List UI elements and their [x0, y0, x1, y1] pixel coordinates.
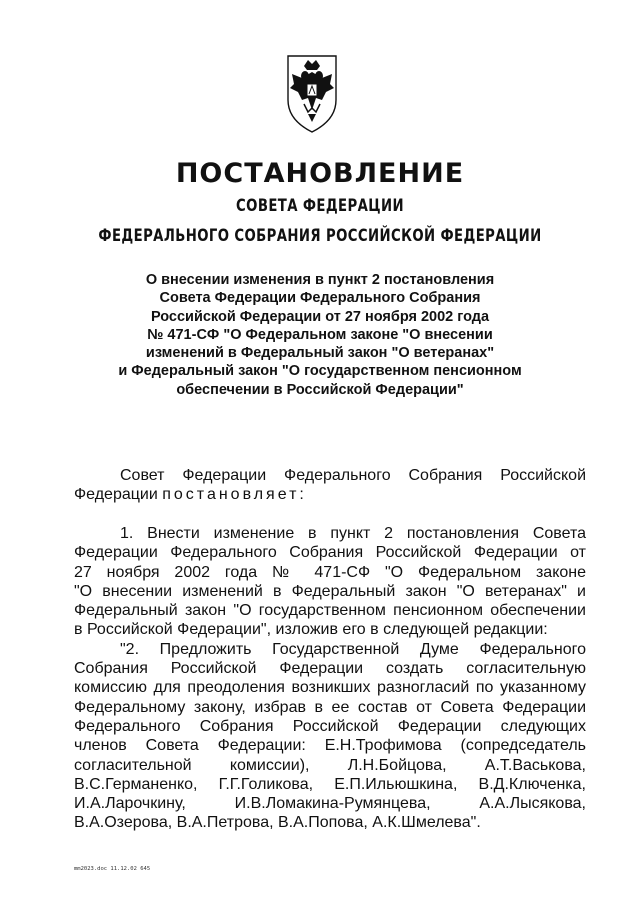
body-line: членов Совета Федерации: Е.Н.Трофимова (сопредседатель — [74, 737, 586, 755]
body-line: В.С.Германенко, Г.Г.Голикова, Е.П.Ильюшкина, В.Д.Ключенка, — [74, 775, 586, 793]
body-line: Федеральному закону, избрав в ее состав от Совета Федерации — [74, 698, 586, 716]
file-info: mm2023.doc 11.12.02 645 — [74, 866, 151, 872]
resolution-body — [74, 524, 586, 833]
body-line: Федеральный закон "О государственном пенсионном обеспечении — [74, 602, 586, 620]
body-line: 1. Внести изменение в пункт 2 постановления Совета — [120, 525, 586, 542]
heading-line: изменений в Федеральный закон "О ветеранах" — [145, 345, 495, 362]
heading-line: Совета Федерации Федерального Собрания — [159, 290, 481, 307]
intro-line: Совет Федерации Федерального Собрания Российской — [120, 467, 586, 484]
heading-line: О внесении изменения в пункт 2 постановления — [145, 272, 495, 288]
document-title: ПОСТАНОВЛЕНИЕ — [175, 158, 465, 189]
body-line: В.А.Озерова, В.А.Петрова, В.А.Попова, А.К.Шмелева". — [74, 814, 481, 832]
body-line: Собрания Российской Федерации создать согласительную — [74, 660, 586, 678]
body-line: 27 ноября 2002 года № 471-СФ "О Федеральном законе — [74, 563, 586, 581]
body-line: Федерации Федерального Собрания Российской Федерации от — [74, 544, 586, 562]
body-line: в Российской Федерации", изложив его в следующей редакции: — [74, 621, 548, 639]
heading-line: № 471-СФ "О Федеральном законе "О внесении — [147, 326, 493, 343]
resolution-heading — [96, 271, 544, 399]
body-line: комиссию для преодоления возникших разногласий по указанному — [74, 679, 586, 697]
body-line: Федерального Собрания Российской Федерации следующих — [74, 717, 586, 735]
issuer-line-1: СОВЕТА ФЕДЕРАЦИИ — [236, 196, 404, 216]
resolves-word: постановляет: — [162, 486, 307, 504]
body-line: "О внесении изменений в Федеральный закон "О ветеранах" и — [74, 582, 586, 600]
body-line: И.А.Ларочкину, И.В.Ломакина-Румянцева, А.А.Лысякова, — [74, 795, 586, 813]
issuer-line-2: ФЕДЕРАЛЬНОГО СОБРАНИЯ РОССИЙСКОЙ ФЕДЕРАЦИИ — [98, 226, 542, 246]
heading-line: Российской Федерации от 27 ноября 2002 года — [150, 308, 490, 325]
intro-line — [74, 485, 586, 504]
intro-subject: Федерации — [74, 486, 158, 504]
intro-paragraph — [74, 466, 586, 505]
russian-coat-of-arms-icon — [282, 48, 342, 138]
heading-line: обеспечении в Российской Федерации" — [176, 381, 464, 398]
body-line: согласительной комиссии), Л.Н.Бойцова, А.Т.Васькова, — [74, 756, 586, 774]
body-line: "2. Предложить Государственной Думе Федерального — [120, 640, 586, 658]
heading-line: и Федеральный закон "О государственном пенсионном — [118, 363, 522, 380]
